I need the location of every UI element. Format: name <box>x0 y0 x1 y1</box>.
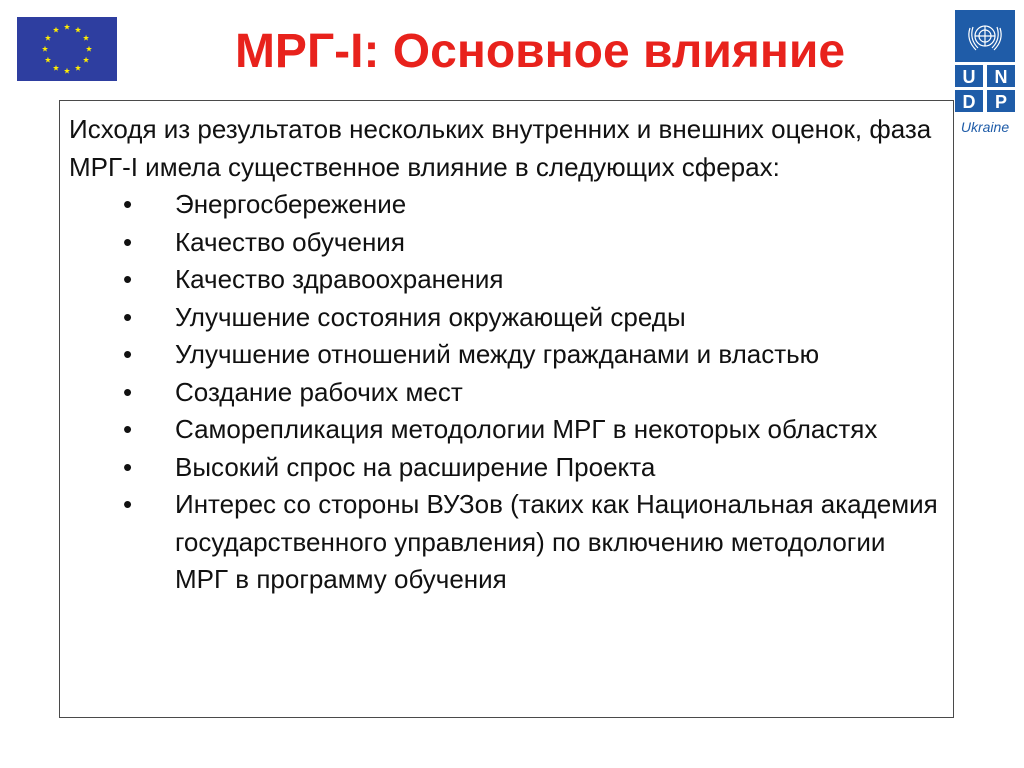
list-item <box>69 486 939 599</box>
bullet-icon: • <box>123 189 133 219</box>
bullet-icon: • <box>123 301 133 332</box>
list-item <box>69 224 939 262</box>
list-item-text: Интерес со стороны ВУЗов (таких как Национальная академия государственного управления) по включению методологии МРГ в программу обучения <box>175 489 938 594</box>
impact-list <box>69 186 953 599</box>
bullet-icon: • <box>123 489 133 519</box>
list-item-text: Качество обучения <box>175 226 405 257</box>
list-item-text: Высокий спрос на расширение Проекта <box>175 451 656 482</box>
undp-ukraine-logo-icon <box>955 10 1015 138</box>
list-item <box>69 261 939 299</box>
bullet-icon: • <box>123 376 133 407</box>
intro-text: Исходя из результатов нескольких внутренних и внешних оценок, фаза МРГ-І имела существенное влияние в следующих сферах: <box>69 114 932 182</box>
undp-letter-n: N <box>994 67 1008 87</box>
page-title: МРГ-І: Основное влияние <box>234 25 846 78</box>
list-item <box>69 374 939 412</box>
undp-caption: Ukraine <box>960 119 1010 135</box>
list-item-text: Создание рабочих мест <box>175 376 463 407</box>
undp-letter-u: U <box>962 67 976 87</box>
list-item <box>69 336 939 374</box>
list-item <box>69 449 939 487</box>
list-item <box>69 299 939 337</box>
list-item-text: Качество здравоохранения <box>175 264 504 294</box>
bullet-icon: • <box>123 451 133 482</box>
list-item-text: Энергосбережение <box>175 189 407 219</box>
list-item <box>69 186 939 224</box>
bullet-icon: • <box>123 339 133 369</box>
undp-letter-d: D <box>962 92 976 112</box>
bullet-icon: • <box>123 414 133 444</box>
content-box <box>59 100 954 718</box>
bullet-icon: • <box>123 264 133 294</box>
undp-letter-p: P <box>994 92 1008 112</box>
list-item-text: Улучшение состояния окружающей среды <box>175 301 686 332</box>
bullet-icon: • <box>123 226 133 257</box>
list-item-text: Улучшение отношений между гражданами и властью <box>175 339 820 369</box>
list-item <box>69 411 939 449</box>
list-item-text: Саморепликация методологии МРГ в некоторых областях <box>175 414 878 444</box>
eu-flag-icon <box>17 17 117 81</box>
